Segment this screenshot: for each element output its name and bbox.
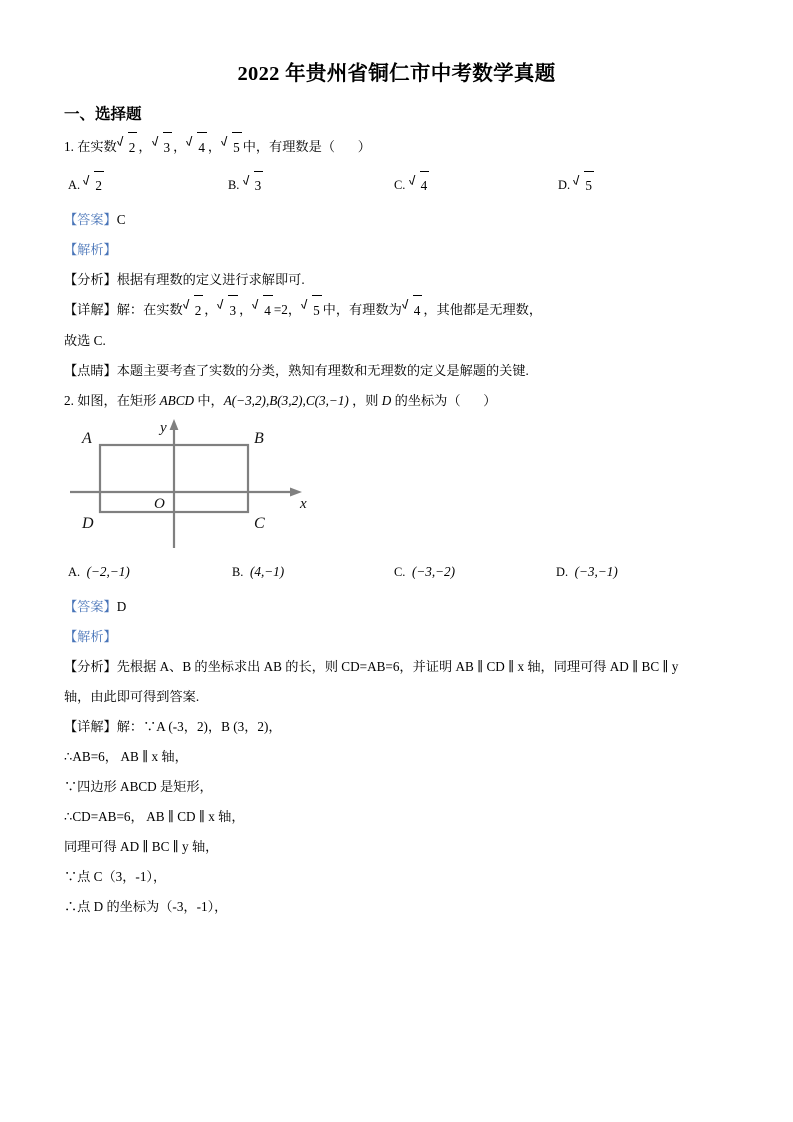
xiangjie-tail: 中，有理数为 [322,302,402,317]
q2-option-d-label: D. [556,565,569,579]
xiangjie-lead: 解：在实数 [116,302,183,317]
question-1-dianjing [64,356,741,386]
sqrt-icon: 3 [244,171,264,200]
question-2-step: ∴点 D 的坐标为（-3，-1）， [64,899,228,914]
question-1-stem: 1. 在实数 2 ， 3 ， 4 ， 5 中，有理数是（ ） [64,132,741,163]
sqrt-icon: 3 [218,295,238,326]
figure-label-y-axis: y [160,420,167,436]
figure-rectangle-abcd [62,418,741,558]
sqrt-icon: 5 [574,171,594,200]
answer-value: C [116,212,126,227]
question-2-xiangjie-line1 [64,712,741,742]
figure-label-b: B [254,430,264,447]
figure-label-d: D [82,515,94,532]
q2-option-a-value: (−2,−1) [86,564,130,579]
sqrt-icon: 4 [410,171,430,200]
xiangjie-tail2: ，其他都是无理数， [423,302,543,317]
question-1-answer-row [64,205,741,235]
question-1-options [64,171,741,205]
q2-option-a[interactable] [68,558,130,586]
figure-label-a: A [82,430,92,447]
dianjing-marker: 【点睛】 [64,363,117,378]
q2-option-a-label: A. [68,565,81,579]
sqrt-icon: 3 [153,132,173,163]
fenxi-text: 根据有理数的定义进行求解即可. [116,272,305,287]
q2-option-d-value: (−3,−1) [574,564,618,579]
q1-stem-close: ） [357,139,371,154]
option-b-label: B. [228,178,240,192]
q2-rect-name: ABCD [159,393,195,408]
q2-stem-p5: ） [483,393,497,408]
analysis-marker: 【解析】 [64,629,117,644]
option-d-label: D. [558,178,571,192]
q2-stem-p1: 2. 如图，在矩形 [64,393,160,408]
sqrt-icon: 4 [253,295,273,326]
question-2-options [64,558,741,592]
fenxi-marker: 【分析】 [64,659,117,674]
answer-marker: 【答案】 [64,599,117,614]
figure-label-c: C [254,515,265,532]
sqrt-icon: 2 [84,171,104,200]
sqrt-icon: 5 [222,132,242,163]
question-1-xiangjie-line1: 【详解】解：在实数 2 ， 3 ， 4 =2， 5 中，有理数为 4 ，其他都是无理数， [64,295,741,326]
q2-point-d: D [381,393,392,408]
y-axis-arrow [170,419,179,430]
question-2-step: ∵点 C（3，-1）， [64,869,167,884]
question-1-fenxi [64,265,741,295]
q2-stem-p2: 中， [194,393,224,408]
page-title: 2022 年贵州省铜仁市中考数学真题 [237,63,556,85]
question-2-step: 同理可得 AD ∥ BC ∥ y 轴， [64,839,219,854]
question-1-xiangjie-line2: 故选 C. [64,333,106,348]
option-b[interactable] [228,171,264,200]
xiangjie-line1: 解：∵A (-3，2)，B (3，2)， [116,719,282,734]
q2-option-c[interactable] [394,558,455,586]
figure-label-origin: O [154,496,165,512]
figure-label-x-axis: x [300,496,307,512]
section-heading: 一、选择题 [64,106,142,123]
coordinate-plane-svg [62,418,362,558]
q2-stem-p4: 的坐标为（ [391,393,461,408]
q1-stem-prefix: 1. 在实数 [64,139,117,154]
question-2-analysis-marker-row [64,622,741,652]
q1-stem-suffix: 中，有理数是（ [242,139,335,154]
xiangjie-marker: 【详解】 [64,719,117,734]
answer-marker: 【答案】 [64,212,117,227]
question-2-answer-row [64,592,741,622]
option-d[interactable] [558,171,595,200]
q2-option-c-value: (−3,−2) [411,564,456,579]
q2-stem-p3: ，则 [348,393,382,408]
q2-option-d[interactable] [556,558,618,586]
question-2-step: ∴CD=AB=6， AB ∥ CD ∥ x 轴， [64,809,245,824]
q2-option-b[interactable] [232,558,284,586]
option-c-label: C. [394,178,406,192]
option-a-label: A. [68,178,81,192]
question-2-fenxi-line2: 轴，由此即可得到答案. [64,689,200,704]
q2-option-b-label: B. [232,565,244,579]
answer-value: D [116,599,127,614]
question-2-stem [64,386,741,416]
question-2-step: ∵四边形 ABCD 是矩形， [64,779,213,794]
q2-option-c-label: C. [394,565,406,579]
document-body [0,132,793,922]
sqrt-icon: 4 [403,295,423,326]
option-a[interactable] [68,171,105,200]
sqrt-icon: 2 [118,132,138,163]
sqrt-icon: 5 [302,295,322,326]
xiangjie-marker: 【详解】 [64,302,117,317]
fenxi-marker: 【分析】 [64,272,117,287]
question-1-analysis-marker-row [64,235,741,265]
question-2-step: ∴AB=6， AB ∥ x 轴， [64,749,188,764]
xiangjie-eq: =2 [273,302,288,317]
analysis-marker: 【解析】 [64,242,117,257]
option-c[interactable] [394,171,430,200]
q2-option-b-value: (4,−1) [249,564,285,579]
dianjing-text: 本题主要考查了实数的分类，熟知有理数和无理数的定义是解题的关键. [116,363,529,378]
question-2-fenxi-line1 [64,652,741,682]
sqrt-icon: 2 [184,295,204,326]
sqrt-icon: 4 [187,132,207,163]
fenxi-line1: 先根据 A、B 的坐标求出 AB 的长，则 CD=AB=6，并证明 AB ∥ CD ∥ x 轴，同理可得 AD ∥ BC ∥ y [116,659,679,674]
q2-coords: A(−3,2),B(3,2),C(3,−1) [223,393,349,408]
